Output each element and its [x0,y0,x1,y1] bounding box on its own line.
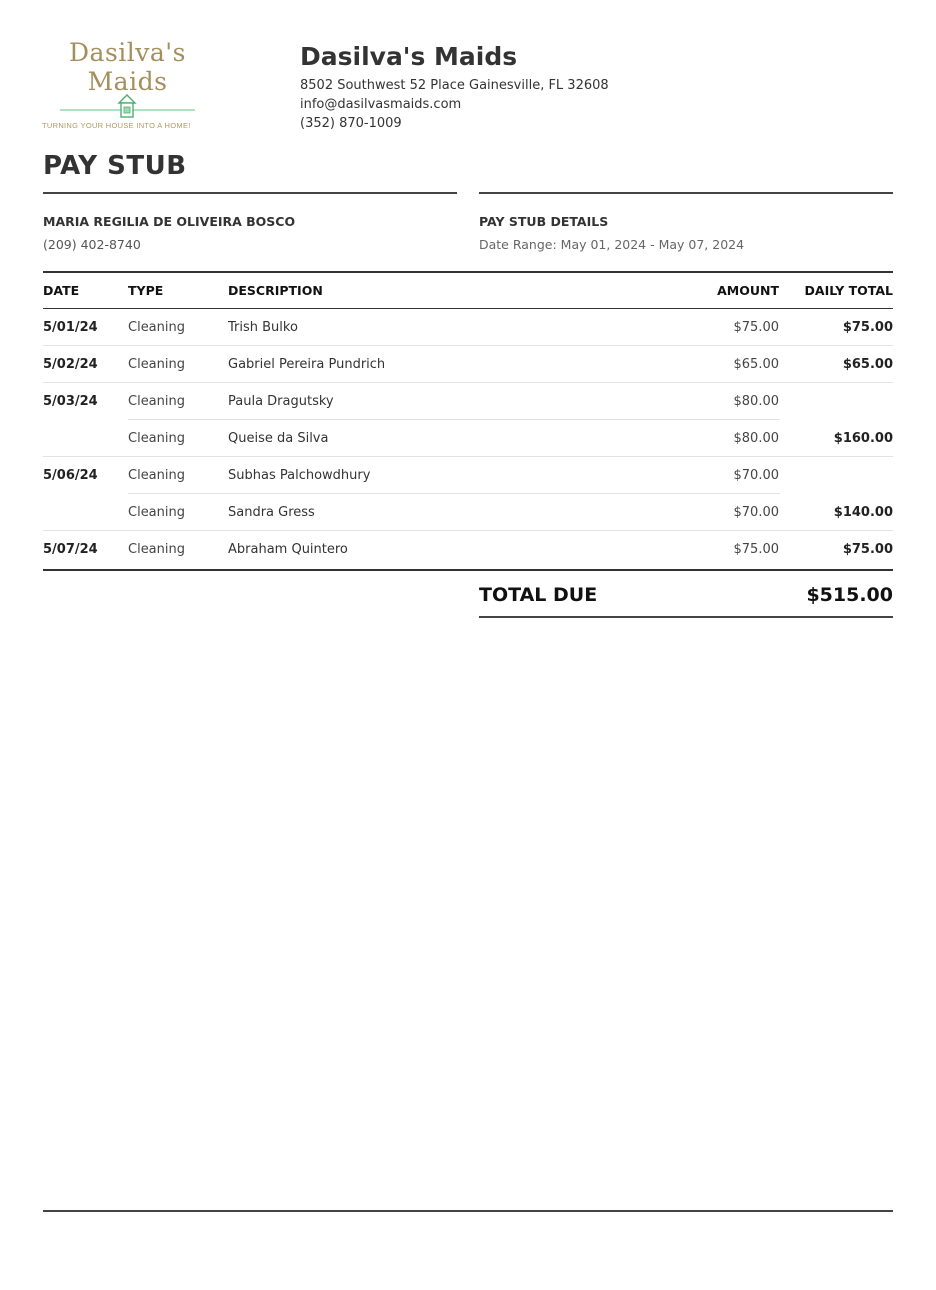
details-heading: PAY STUB DETAILS [479,214,609,229]
footer-divider [43,1210,893,1212]
row-type: Cleaning [128,357,185,372]
row-description: Sandra Gress [228,505,315,520]
divider-right [479,192,893,194]
column-header-amount: AMOUNT [717,283,779,298]
total-due-label: TOTAL DUE [479,584,598,606]
logo-tagline: TURNING YOUR HOUSE INTO A HOME! [42,121,191,130]
employee-phone: (209) 402-8740 [43,237,141,252]
divider-left [43,192,457,194]
row-amount: $80.00 [733,431,779,446]
row-type: Cleaning [128,505,185,520]
row-description: Trish Bulko [228,320,298,335]
logo-wordmark-line2: Maids [87,67,168,96]
row-type: Cleaning [128,431,185,446]
column-header-description: DESCRIPTION [228,283,323,298]
row-daily-total: $160.00 [833,431,893,446]
row-description: Abraham Quintero [228,542,348,557]
row-amount: $80.00 [733,394,779,409]
total-underline [479,616,893,618]
table-row [0,457,936,494]
table-top-rule [43,271,893,273]
row-date: 5/07/24 [43,542,98,557]
row-daily-total: $65.00 [842,357,893,372]
company-address: 8502 Southwest 52 Place Gainesville, FL 32608 [300,78,609,93]
table-row [0,420,936,457]
row-type: Cleaning [128,320,185,335]
row-amount: $70.00 [733,505,779,520]
row-date: 5/02/24 [43,357,98,372]
details-date-range: Date Range: May 01, 2024 - May 07, 2024 [479,237,745,252]
total-due-value: $515.00 [806,584,893,606]
row-type: Cleaning [128,468,185,483]
row-amount: $75.00 [733,320,779,335]
row-amount: $70.00 [733,468,779,483]
company-name: Dasilva's Maids [300,42,518,71]
row-amount: $65.00 [733,357,779,372]
row-description: Queise da Silva [228,431,329,446]
row-amount: $75.00 [733,542,779,557]
logo-wordmark-line1: Dasilva's [69,38,186,67]
column-header-type: TYPE [128,283,164,298]
row-daily-total: $75.00 [842,542,893,557]
company-logo [40,38,218,133]
table-row [0,383,936,420]
table-row [0,309,936,346]
company-email: info@dasilvasmaids.com [300,97,462,112]
row-description: Subhas Palchowdhury [228,468,371,483]
row-date: 5/01/24 [43,320,98,335]
employee-name: MARIA REGILIA DE OLIVEIRA BOSCO [43,214,296,229]
table-bottom-rule [43,569,893,571]
row-date: 5/06/24 [43,468,98,483]
company-phone: (352) 870-1009 [300,116,402,131]
row-daily-total: $75.00 [842,320,893,335]
house-icon [60,93,200,121]
column-header-date: DATE [43,283,80,298]
table-row [0,494,936,531]
table-row [0,531,936,568]
row-daily-total: $140.00 [833,505,893,520]
table-row [0,346,936,383]
company-info [300,42,609,133]
row-description: Paula Dragutsky [228,394,334,409]
row-type: Cleaning [128,394,185,409]
row-date: 5/03/24 [43,394,98,409]
row-description: Gabriel Pereira Pundrich [228,357,386,372]
column-header-daily-total: DAILY TOTAL [804,283,893,298]
page-title: PAY STUB [43,151,187,181]
row-type: Cleaning [128,542,185,557]
